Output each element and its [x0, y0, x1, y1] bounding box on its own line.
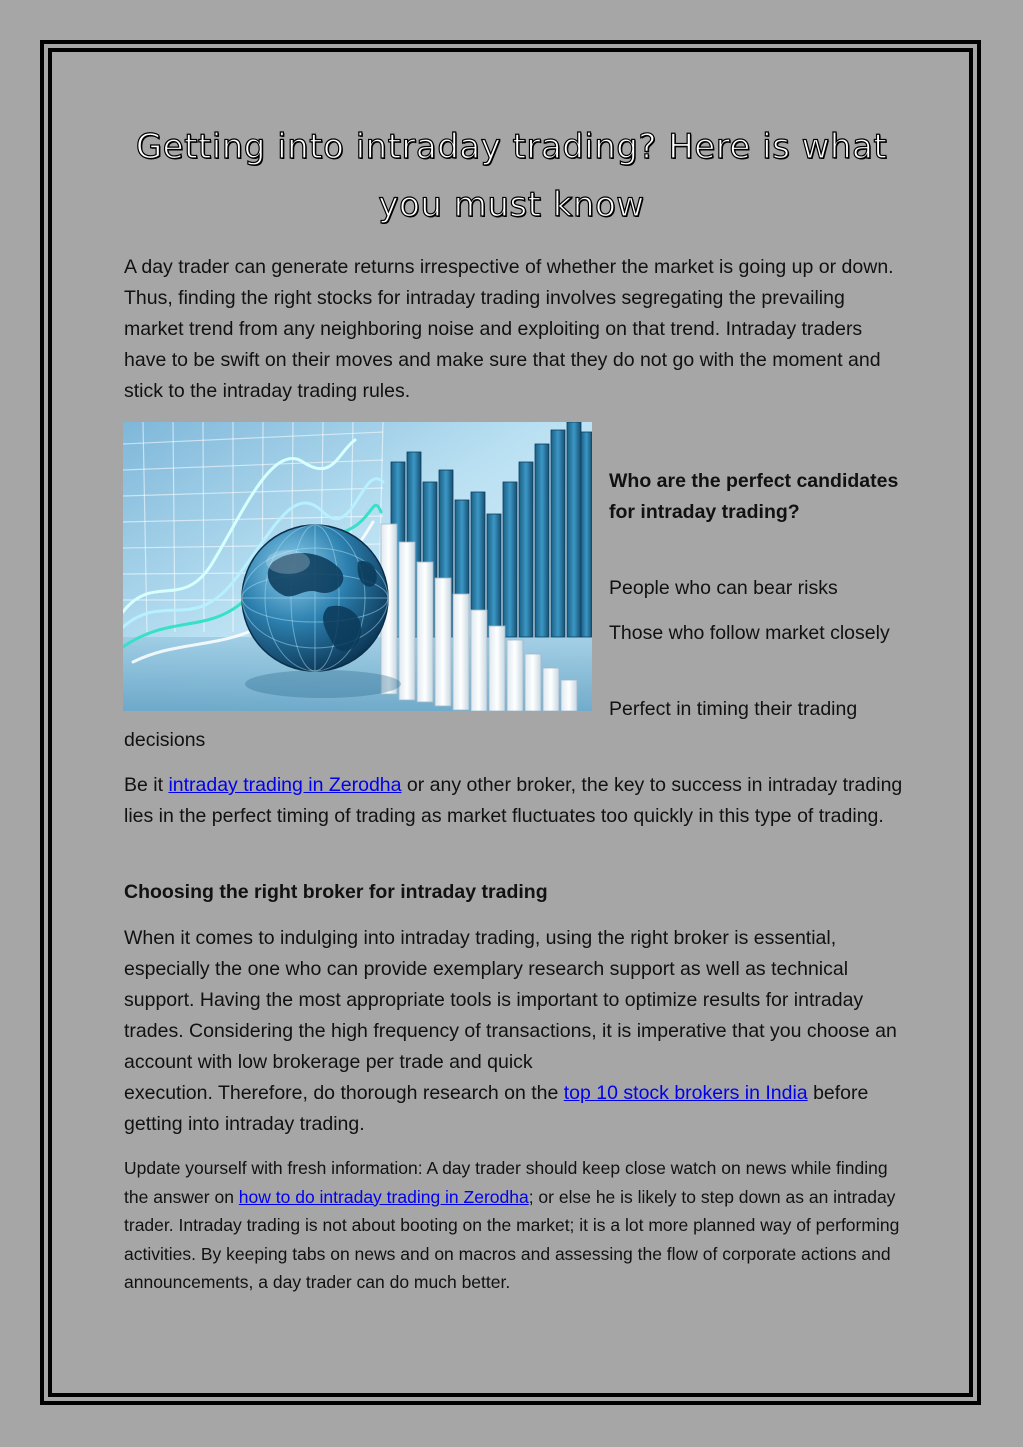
zerodha-intraday-link[interactable]: intraday trading in Zerodha [168, 774, 402, 796]
update-paragraph [124, 1154, 904, 1297]
top-brokers-link[interactable]: top 10 stock brokers in India [563, 1082, 808, 1104]
candidate-item-timing-cont: decisions [124, 729, 206, 751]
candidate-item-market: Those who follow market closely [609, 622, 890, 644]
broker-paragraph-prefix: Be it [124, 774, 169, 796]
candidate-item-risk: People who can bear risks [609, 577, 838, 599]
choosing-broker-suffix: before getting into intraday trading. [124, 1082, 869, 1135]
update-paragraph-suffix: ; or else he is likely to step down as an intraday trader. Intraday trading is not about booting on the market; it is a lot more planned way of performing activities. By keeping tabs on news and on macros and assessing the flow of corporate actions and announcements, a day trader can do much better. [124, 1186, 900, 1292]
stock-chart-globe-illustration [123, 422, 592, 711]
choosing-broker-text: When it comes to indulging into intraday trading, using the right broker is essential, especially the one who can provide exemplary research support as well as technical support. Having the most appropriate tools is important to optimize results for intraday trades. Considering the high frequency of transactions, it is imperative that you choose an account with low brokerage per trade and quick [124, 927, 897, 1073]
title-line-1: Getting into intraday trading? Here is what [135, 127, 888, 167]
intro-paragraph: A day trader can generate returns irrespective of whether the market is going up or down. Thus, finding the right stocks for intraday trading involves segregating the prevailing market trend from any neighboring noise and exploiting on that trend. Intraday traders have to be swift on their moves and make sure that they do not go with the moment and stick to the intraday trading rules. [124, 256, 894, 402]
choosing-broker-heading: Choosing the right broker for intraday trading [124, 881, 548, 903]
page-title [100, 118, 923, 234]
broker-paragraph-suffix: or any other broker, the key to success in intraday trading lies in the perfect timing of trading as market fluctuates too quickly in this type of trading. [124, 774, 903, 827]
candidate-item-timing: Perfect in timing their trading [609, 698, 858, 720]
how-to-zerodha-link[interactable]: how to do intraday trading in Zerodha [238, 1186, 529, 1207]
title-line-2: you must know [378, 185, 645, 225]
choosing-broker-text-2: execution. Therefore, do thorough research on the [124, 1082, 564, 1104]
update-paragraph-prefix: Update yourself with fresh information: A day trader should keep close watch on news while finding the answer on [124, 1158, 888, 1207]
candidates-heading: Who are the perfect candidates for intraday trading? [609, 470, 899, 523]
choosing-broker-paragraph [124, 923, 904, 1140]
broker-paragraph [124, 770, 904, 832]
